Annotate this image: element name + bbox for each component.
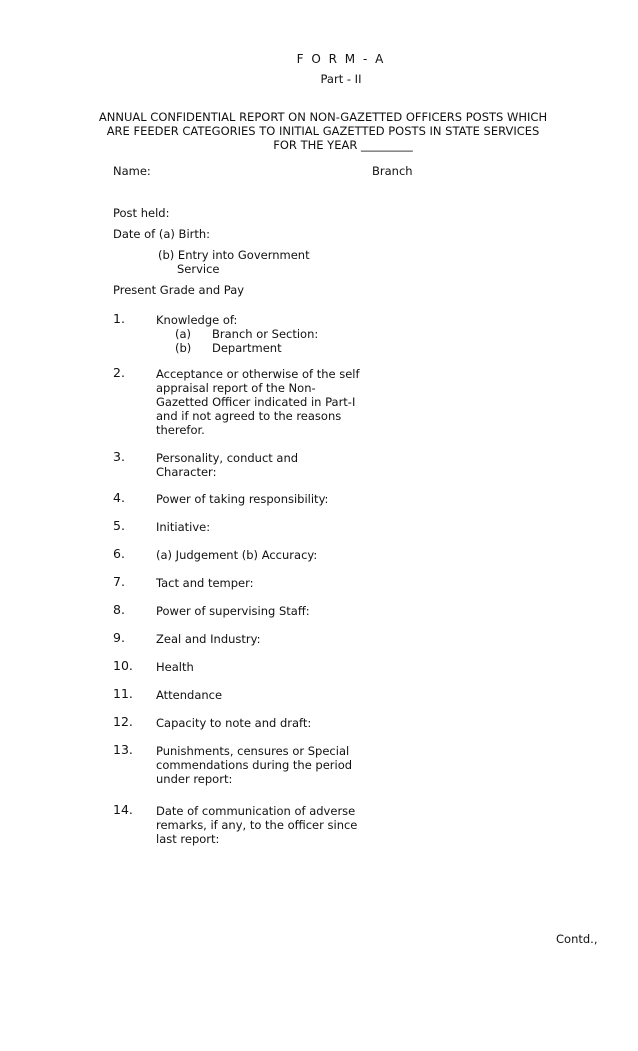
item-number: 2. — [113, 365, 125, 380]
item-text: Tact and temper: — [156, 576, 254, 590]
item-text: Character: — [156, 465, 217, 479]
item-number: 3. — [113, 449, 125, 464]
item-text: Initiative: — [156, 520, 211, 534]
item-text: Health — [156, 660, 194, 674]
sub-item-label: (b) — [175, 341, 192, 355]
contd-label: Contd., — [556, 932, 598, 946]
item-text: Power of supervising Staff: — [156, 604, 310, 618]
item-number: 4. — [113, 490, 125, 505]
item-number: 10. — [113, 658, 133, 673]
item-number: 8. — [113, 602, 125, 617]
sub-item-text: Branch or Section: — [212, 327, 319, 341]
date-of-birth-label: Date of (a) Birth: — [113, 227, 211, 241]
item-text: Attendance — [156, 688, 223, 702]
name-label: Name: — [113, 164, 151, 178]
item-number: 11. — [113, 686, 133, 701]
item-text: (a) Judgement (b) Accuracy: — [156, 548, 318, 562]
item-text: Acceptance or otherwise of the self — [156, 367, 360, 381]
sub-item-label: (a) — [175, 327, 192, 341]
heading-line-2: ARE FEEDER CATEGORIES TO INITIAL GAZETTED POSTS IN STATE SERVICES — [106, 124, 540, 138]
item-text: appraisal report of the Non- — [156, 381, 316, 395]
item-text: Power of taking responsibility: — [156, 492, 329, 506]
item-number: 5. — [113, 518, 125, 533]
item-text: and if not agreed to the reasons — [156, 409, 342, 423]
item-text: Personality, conduct and — [156, 451, 299, 465]
item-text: Gazetted Officer indicated in Part-I — [156, 395, 356, 409]
item-text: Punishments, censures or Special — [156, 744, 350, 758]
item-text: Zeal and Industry: — [156, 632, 261, 646]
post-held-label: Post held: — [113, 206, 170, 220]
present-grade-label: Present Grade and Pay — [113, 283, 245, 297]
item-number: 1. — [113, 311, 125, 326]
item-number: 6. — [113, 546, 125, 561]
item-text: Capacity to note and draft: — [156, 716, 312, 730]
entry-into-government-label: (b) Entry into Government — [158, 248, 310, 262]
item-text: last report: — [156, 832, 220, 846]
heading-line-3: FOR THE YEAR _________ — [273, 138, 413, 152]
part-label: Part - II — [320, 72, 362, 86]
item-text: therefor. — [156, 423, 205, 437]
item-text: Knowledge of: — [156, 313, 238, 327]
item-text: remarks, if any, to the officer since — [156, 818, 358, 832]
item-text: Date of communication of adverse — [156, 804, 356, 818]
item-number: 13. — [113, 742, 133, 757]
item-number: 7. — [113, 574, 125, 589]
item-number: 14. — [113, 802, 133, 817]
form-title: F O R M - A — [296, 52, 386, 66]
sub-item-text: Department — [212, 341, 282, 355]
item-number: 9. — [113, 630, 125, 645]
entry-service-label: Service — [177, 262, 220, 276]
item-text: under report: — [156, 772, 233, 786]
heading-line-1: ANNUAL CONFIDENTIAL REPORT ON NON-GAZETTED OFFICERS POSTS WHICH — [98, 110, 548, 124]
item-number: 12. — [113, 714, 133, 729]
branch-label: Branch — [372, 164, 413, 178]
item-text: commendations during the period — [156, 758, 353, 772]
